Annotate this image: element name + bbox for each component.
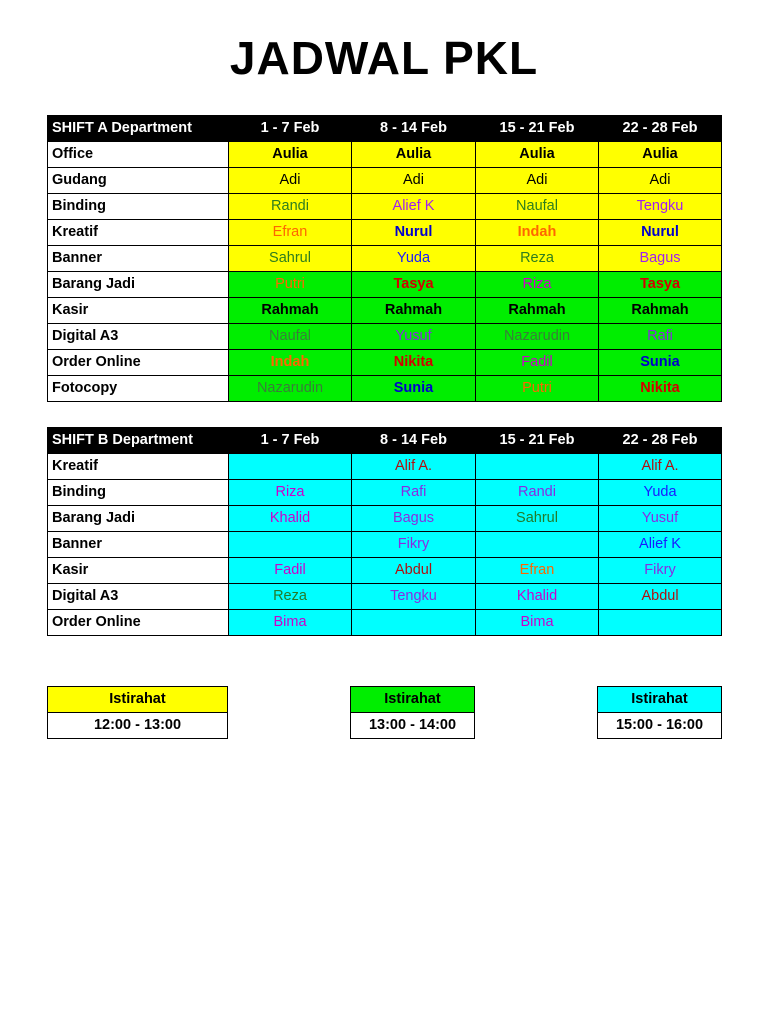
- assignee-cell: Tengku: [599, 194, 722, 220]
- week-column-header: 8 - 14 Feb: [352, 116, 476, 142]
- department-name: Gudang: [48, 168, 229, 194]
- break-label: Istirahat: [351, 687, 475, 713]
- department-name: Kasir: [48, 558, 229, 584]
- department-name: Order Online: [48, 350, 229, 376]
- assignee-cell: Putri: [476, 376, 599, 402]
- assignee-cell: Fikry: [599, 558, 722, 584]
- assignee-cell: Randi: [476, 480, 599, 506]
- assignee-cell: [229, 532, 352, 558]
- table-row: [48, 480, 722, 506]
- assignee-cell: Nazarudin: [229, 376, 352, 402]
- shift-a-table: [47, 115, 722, 402]
- assignee-cell: Tengku: [352, 584, 476, 610]
- department-column-header: SHIFT B Department: [48, 428, 229, 454]
- assignee-cell: Reza: [476, 246, 599, 272]
- week-column-header: 22 - 28 Feb: [599, 116, 722, 142]
- assignee-cell: [476, 454, 599, 480]
- department-name: Kreatif: [48, 220, 229, 246]
- department-name: Barang Jadi: [48, 272, 229, 298]
- assignee-cell: Fadil: [476, 350, 599, 376]
- department-name: Binding: [48, 194, 229, 220]
- department-name: Fotocopy: [48, 376, 229, 402]
- assignee-cell: Abdul: [599, 584, 722, 610]
- week-column-header: 1 - 7 Feb: [229, 428, 352, 454]
- assignee-cell: Putri: [229, 272, 352, 298]
- assignee-cell: Aulia: [352, 142, 476, 168]
- assignee-cell: Bagus: [352, 506, 476, 532]
- table-row: [48, 298, 722, 324]
- assignee-cell: Naufal: [229, 324, 352, 350]
- assignee-cell: Rafi: [352, 480, 476, 506]
- assignee-cell: Randi: [229, 194, 352, 220]
- assignee-cell: Aulia: [476, 142, 599, 168]
- break-box-1: [47, 686, 228, 739]
- assignee-cell: Adi: [599, 168, 722, 194]
- assignee-cell: Reza: [229, 584, 352, 610]
- assignee-cell: Rahmah: [476, 298, 599, 324]
- assignee-cell: Efran: [229, 220, 352, 246]
- table-row: [48, 506, 722, 532]
- week-column-header: 1 - 7 Feb: [229, 116, 352, 142]
- assignee-cell: Adi: [476, 168, 599, 194]
- table-row: [48, 194, 722, 220]
- assignee-cell: Bima: [229, 610, 352, 636]
- assignee-cell: Efran: [476, 558, 599, 584]
- table-row: [48, 532, 722, 558]
- assignee-cell: Aulia: [229, 142, 352, 168]
- assignee-cell: Aulia: [599, 142, 722, 168]
- shift-b-table: [47, 427, 722, 636]
- assignee-cell: Nikita: [352, 350, 476, 376]
- department-name: Order Online: [48, 610, 229, 636]
- assignee-cell: Alief K: [599, 532, 722, 558]
- table-row: [48, 350, 722, 376]
- assignee-cell: Yusuf: [599, 506, 722, 532]
- assignee-cell: Riza: [476, 272, 599, 298]
- table-row: [48, 454, 722, 480]
- table-row: [48, 272, 722, 298]
- shift-b-body: [48, 454, 722, 636]
- assignee-cell: [229, 454, 352, 480]
- assignee-cell: Bagus: [599, 246, 722, 272]
- department-name: Kasir: [48, 298, 229, 324]
- assignee-cell: Rahmah: [352, 298, 476, 324]
- assignee-cell: Riza: [229, 480, 352, 506]
- department-name: Kreatif: [48, 454, 229, 480]
- table-row: [48, 324, 722, 350]
- assignee-cell: Nikita: [599, 376, 722, 402]
- assignee-cell: Rafi: [599, 324, 722, 350]
- break-label: Istirahat: [598, 687, 722, 713]
- assignee-cell: Khalid: [229, 506, 352, 532]
- table-row: [48, 246, 722, 272]
- assignee-cell: Sunia: [352, 376, 476, 402]
- break-box-2: [350, 686, 475, 739]
- department-name: Binding: [48, 480, 229, 506]
- break-time: 13:00 - 14:00: [351, 713, 475, 739]
- assignee-cell: Indah: [476, 220, 599, 246]
- assignee-cell: [599, 610, 722, 636]
- assignee-cell: Adi: [352, 168, 476, 194]
- assignee-cell: Nurul: [352, 220, 476, 246]
- break-box-3: [597, 686, 722, 739]
- assignee-cell: Bima: [476, 610, 599, 636]
- week-column-header: 8 - 14 Feb: [352, 428, 476, 454]
- assignee-cell: Khalid: [476, 584, 599, 610]
- assignee-cell: Adi: [229, 168, 352, 194]
- assignee-cell: Abdul: [352, 558, 476, 584]
- table-row: [48, 584, 722, 610]
- department-column-header: SHIFT A Department: [48, 116, 229, 142]
- shift-b-header-row: [48, 428, 722, 454]
- week-column-header: 15 - 21 Feb: [476, 428, 599, 454]
- assignee-cell: Nurul: [599, 220, 722, 246]
- table-row: [48, 220, 722, 246]
- department-name: Banner: [48, 246, 229, 272]
- assignee-cell: Nazarudin: [476, 324, 599, 350]
- table-row: [48, 168, 722, 194]
- break-label: Istirahat: [48, 687, 228, 713]
- assignee-cell: Indah: [229, 350, 352, 376]
- assignee-cell: Tasya: [352, 272, 476, 298]
- department-name: Banner: [48, 532, 229, 558]
- shift-a-body: [48, 142, 722, 402]
- department-name: Office: [48, 142, 229, 168]
- assignee-cell: Rahmah: [229, 298, 352, 324]
- assignee-cell: Sahrul: [229, 246, 352, 272]
- table-row: [48, 558, 722, 584]
- assignee-cell: Fikry: [352, 532, 476, 558]
- week-column-header: 15 - 21 Feb: [476, 116, 599, 142]
- assignee-cell: Naufal: [476, 194, 599, 220]
- table-row: [48, 142, 722, 168]
- break-time: 15:00 - 16:00: [598, 713, 722, 739]
- department-name: Digital A3: [48, 584, 229, 610]
- assignee-cell: Sunia: [599, 350, 722, 376]
- page-title: JADWAL PKL: [229, 32, 539, 84]
- table-row: [48, 610, 722, 636]
- assignee-cell: Alif A.: [352, 454, 476, 480]
- department-name: Barang Jadi: [48, 506, 229, 532]
- assignee-cell: Tasya: [599, 272, 722, 298]
- assignee-cell: Yusuf: [352, 324, 476, 350]
- week-column-header: 22 - 28 Feb: [599, 428, 722, 454]
- assignee-cell: Alief K: [352, 194, 476, 220]
- assignee-cell: Sahrul: [476, 506, 599, 532]
- assignee-cell: Yuda: [352, 246, 476, 272]
- assignee-cell: Fadil: [229, 558, 352, 584]
- assignee-cell: Rahmah: [599, 298, 722, 324]
- department-name: Digital A3: [48, 324, 229, 350]
- assignee-cell: Alif A.: [599, 454, 722, 480]
- assignee-cell: [476, 532, 599, 558]
- assignee-cell: [352, 610, 476, 636]
- shift-a-header-row: [48, 116, 722, 142]
- break-time: 12:00 - 13:00: [48, 713, 228, 739]
- assignee-cell: Yuda: [599, 480, 722, 506]
- table-row: [48, 376, 722, 402]
